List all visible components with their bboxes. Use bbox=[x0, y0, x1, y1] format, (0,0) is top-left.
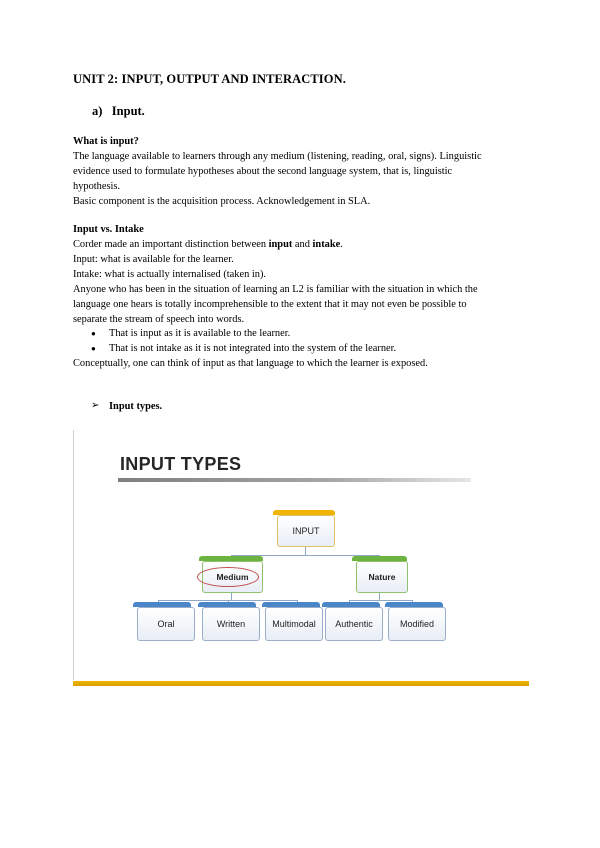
paragraph-line: evidence used to formulate hypotheses about the second language system, that is, linguistic bbox=[73, 166, 453, 177]
figure-border bbox=[73, 430, 74, 680]
figure-title-underline bbox=[118, 478, 471, 482]
what-is-input-heading: What is input? bbox=[73, 136, 139, 147]
paragraph-line: Anyone who has been in the situation of learning an L2 is familiar with the situation in which the bbox=[73, 284, 478, 295]
connector-line bbox=[349, 600, 412, 601]
input-types-figure bbox=[73, 430, 529, 688]
figure-title: INPUT TYPES bbox=[120, 454, 242, 474]
term-intake: intake bbox=[312, 239, 341, 250]
paragraph-line: The language available to learners through any medium (listening, reading, oral, signs). Linguistic bbox=[73, 151, 482, 162]
paragraph-line: Input: what is available for the learner. bbox=[73, 254, 234, 265]
paragraph-line: hypothesis. bbox=[73, 181, 121, 192]
paragraph-line: separate the stream of speech into words. bbox=[73, 314, 245, 325]
bullet-item: That is input as it is available to the learner. bbox=[109, 328, 291, 339]
corder-prefix: Corder made an important distinction between bbox=[73, 239, 269, 250]
input-types-heading: Input types. bbox=[109, 401, 163, 412]
paragraph-line: Intake: what is actually internalised (taken in). bbox=[73, 269, 267, 280]
bullet-icon: ● bbox=[91, 344, 96, 353]
section-marker: a) bbox=[92, 104, 103, 118]
leaf-node-written: Written bbox=[202, 607, 260, 641]
nature-node: Nature bbox=[356, 561, 408, 593]
section-title: Input. bbox=[111, 104, 145, 118]
medium-node: Medium bbox=[202, 561, 263, 593]
term-input: input bbox=[268, 239, 293, 250]
and-word: and bbox=[292, 239, 313, 250]
corder-line bbox=[73, 237, 343, 253]
figure-bottom-bar bbox=[73, 681, 529, 686]
bullet-icon: ● bbox=[91, 329, 96, 338]
unit-title: UNIT 2: INPUT, OUTPUT AND INTERACTION. bbox=[73, 72, 346, 86]
period: . bbox=[340, 239, 343, 250]
section-heading bbox=[92, 104, 145, 119]
paragraph-line: Basic component is the acquisition process. Acknowledgement in SLA. bbox=[73, 196, 371, 207]
paragraph-line: language one hears is totally incomprehensible to the extent that it may not even be possible to bbox=[73, 299, 467, 310]
leaf-node-authentic: Authentic bbox=[325, 607, 383, 641]
leaf-node-modified: Modified bbox=[388, 607, 446, 641]
arrow-bullet-icon: ➢ bbox=[91, 400, 100, 411]
leaf-node-multimodal: Multimodal bbox=[265, 607, 323, 641]
bullet-item: That is not intake as it is not integrated into the system of the learner. bbox=[109, 343, 397, 354]
highlight-oval bbox=[197, 567, 259, 587]
conclusion-line: Conceptually, one can think of input as that language to which the learner is exposed. bbox=[73, 358, 428, 369]
root-node: INPUT bbox=[277, 515, 335, 547]
input-vs-intake-heading: Input vs. Intake bbox=[73, 224, 144, 235]
leaf-node-oral: Oral bbox=[137, 607, 195, 641]
